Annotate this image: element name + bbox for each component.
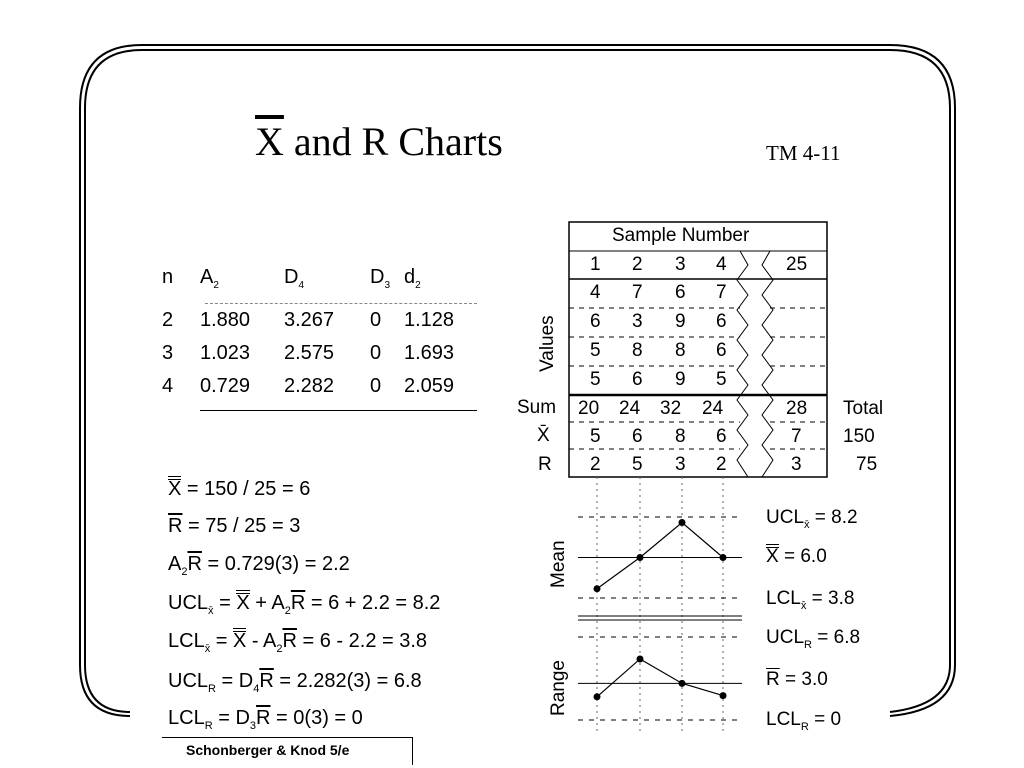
center-x-label: X = 6.0 xyxy=(766,546,827,567)
table-cell: 3 xyxy=(632,311,643,332)
footer-credit xyxy=(162,737,413,765)
table-cell: 7 xyxy=(791,426,802,447)
table-cell: 9 xyxy=(675,369,686,390)
table-cell: 20 xyxy=(578,398,600,419)
title-text: and R Charts xyxy=(293,119,503,164)
table-cell: 0 xyxy=(370,342,382,364)
table-cell: 24 xyxy=(702,398,724,419)
mean-series-line xyxy=(597,523,723,589)
table-cell: 5 xyxy=(716,369,727,390)
table-cell: 2.059 xyxy=(404,375,455,397)
values-axis-label: Values xyxy=(537,315,558,372)
table-cell: 2 xyxy=(162,309,174,331)
table-cell: 4 xyxy=(590,282,601,303)
total-label: Total xyxy=(843,398,884,419)
lcl-r-label: $LCL_R = 0$ xyxy=(766,709,842,733)
factor-header-a2: $A_2$ xyxy=(200,266,219,291)
table-cell: 5 xyxy=(632,454,643,475)
sample-col-4: 4 xyxy=(716,254,727,275)
factor-header-n: n xyxy=(162,266,174,288)
sample-number-header: Sample Number xyxy=(612,225,750,246)
ucl-x-label: $UCL_{x̄} = 8.2$ xyxy=(766,507,858,531)
table-cell: 6 xyxy=(716,311,727,332)
ucl-r-label: $UCL_R = 6.8$ xyxy=(766,627,861,651)
table-cell: 6 xyxy=(632,369,643,390)
table-cell: 4 xyxy=(162,375,174,397)
table-cell: 2.282 xyxy=(284,375,335,397)
range-row-label: R xyxy=(538,454,552,475)
xbar-total: 150 xyxy=(843,426,875,447)
table-cell: 3 xyxy=(162,342,174,364)
table-cell: 1.693 xyxy=(404,342,455,364)
range-series-line xyxy=(597,659,723,697)
range-point xyxy=(720,692,727,699)
formula-ucl-x: $UCL_{x̄} = X + A_2\overline{R} = 6 + 2.2 = 8.2$ xyxy=(168,592,441,617)
table-cell: 6 xyxy=(716,426,727,447)
table-cell: 3 xyxy=(791,454,802,475)
table-cell: 8 xyxy=(675,426,686,447)
formula-ucl-r: $UCL_R = D_4\overline{R} = 2.282(3) = 6.8$ xyxy=(168,670,422,695)
factor-header-d4: $D_4$ xyxy=(284,266,305,291)
table-cell: 24 xyxy=(619,398,641,419)
footer-text: Schonberger & Knod 5/e xyxy=(186,742,350,758)
sample-col-25: 25 xyxy=(786,254,808,275)
table-cell: 6 xyxy=(632,426,643,447)
sample-col-1: 1 xyxy=(590,254,601,275)
table-cell: 2 xyxy=(716,454,727,475)
table-cell: 3 xyxy=(675,454,686,475)
table-cell: 8 xyxy=(675,340,686,361)
table-cell: 7 xyxy=(632,282,643,303)
sample-col-2: 2 xyxy=(632,254,643,275)
table-cell: 0 xyxy=(370,309,382,331)
formula-lcl-r: $LCL_R = D_3\overline{R} = 0(3) = 0$ xyxy=(168,707,363,732)
mean-point xyxy=(720,554,727,561)
table-cell: 8 xyxy=(632,340,643,361)
table-cell: 9 xyxy=(675,311,686,332)
table-cell: 2 xyxy=(590,454,601,475)
table-cell: 5 xyxy=(590,340,601,361)
table-cell: 3.267 xyxy=(284,309,335,331)
mean-axis-label: Mean xyxy=(548,540,569,588)
table-cell: 28 xyxy=(786,398,808,419)
sum-row-label: Sum xyxy=(517,397,557,418)
mean-point xyxy=(594,585,601,592)
formula-rbar: $\overline{R} = 75 / 25 = 3$ xyxy=(168,515,301,537)
formula-lcl-x: $LCL_{x̄} = X - A_2\overline{R} = 6 - 2.2 = 3.8$ xyxy=(168,630,428,655)
range-point xyxy=(679,680,686,687)
table-cell: 1.128 xyxy=(404,309,455,331)
formula-xbarbar: X = 150 / 25 = 6 xyxy=(168,478,311,500)
table-cell: 2.575 xyxy=(284,342,335,364)
sample-col-3: 3 xyxy=(675,254,686,275)
table-cell: 5 xyxy=(590,369,601,390)
table-cell: 0.729 xyxy=(200,375,251,397)
table-cell: 0 xyxy=(370,375,382,397)
table-cell: 6 xyxy=(675,282,686,303)
mean-point xyxy=(679,519,686,526)
table-cell: 6 xyxy=(590,311,601,332)
table-cell: 6 xyxy=(716,340,727,361)
range-total: 75 xyxy=(856,454,878,475)
table-cell: 5 xyxy=(590,426,601,447)
range-axis-label: Range xyxy=(548,660,569,716)
table-cell: 7 xyxy=(716,282,727,303)
range-point xyxy=(637,655,644,662)
factor-header-d2: $d_2$ xyxy=(404,266,421,291)
formula-a2-rbar: $A_2\overline{R} = 0.729(3) = 2.2$ xyxy=(168,553,350,578)
table-cell: 1.880 xyxy=(200,309,251,331)
factor-header-d3: $D_3$ xyxy=(370,266,391,291)
table-cell: 32 xyxy=(660,398,682,419)
center-r-label: $\overline{R} = 3.0$ xyxy=(766,669,828,690)
title-xbar-symbol: $\overline{X}$ xyxy=(255,119,284,164)
table-cell: 1.023 xyxy=(200,342,251,364)
range-point xyxy=(594,693,601,700)
tm-code: TM 4-11 xyxy=(766,141,841,165)
lcl-x-label: $LCL_{x̄} = 3.8$ xyxy=(766,588,855,612)
xbar-row-label: X̄ xyxy=(537,425,550,446)
mean-point xyxy=(637,554,644,561)
